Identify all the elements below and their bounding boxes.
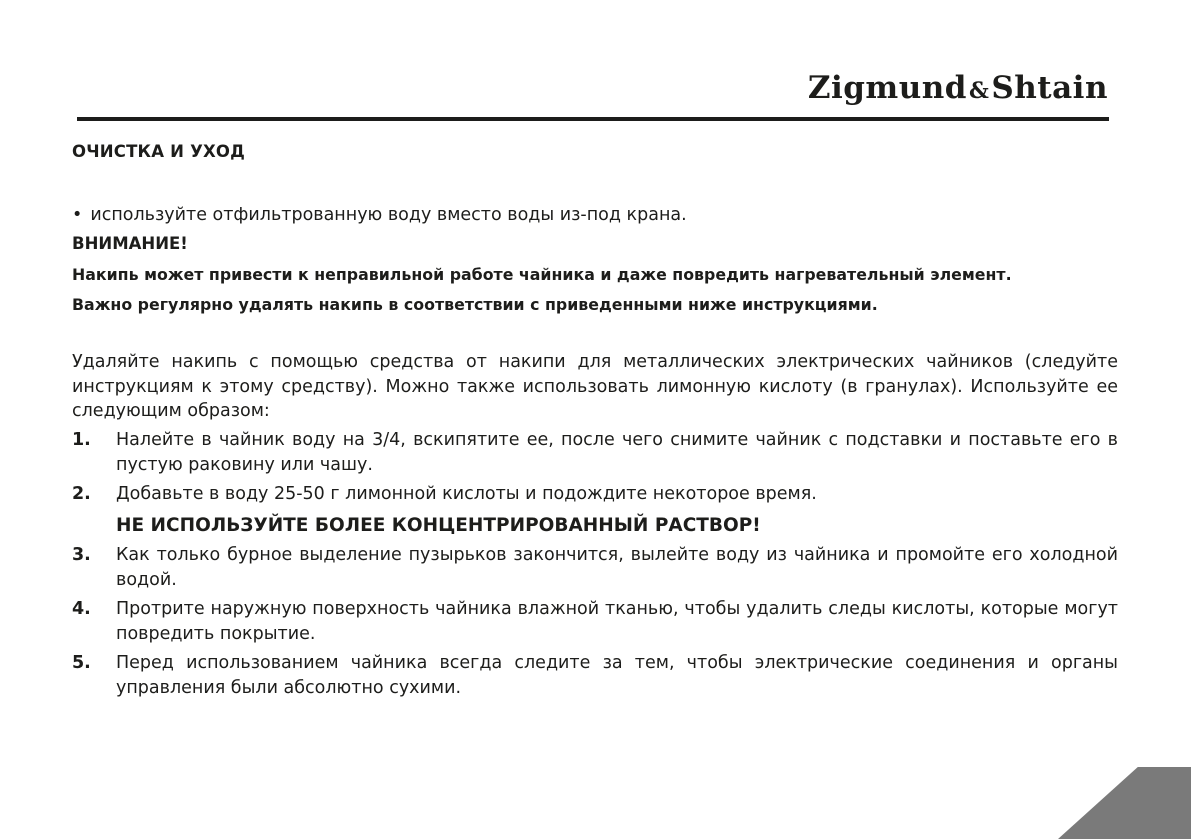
- step-text: Как только бурное выделение пузырьков закончится, вылейте воду из чайника и промойте его холодной водой.: [116, 545, 1118, 590]
- brand-name-left: Zigmund: [807, 70, 967, 106]
- step-text: Налейте в чайник воду на 3/4, вскипятите ее, после чего снимите чайник с подставки и поставьте его в пустую раковину или чашу.: [116, 430, 1118, 475]
- step-item-1: [72, 428, 1118, 477]
- page-corner-decoration: [1058, 767, 1191, 839]
- warning-line-2: Важно регулярно удалять накипь в соответствии с приведенными ниже инструкциями.: [72, 295, 878, 314]
- warning-title: ВНИМАНИЕ!: [72, 234, 188, 253]
- step-text: Перед использованием чайника всегда следите за тем, чтобы электрические соединения и органы управления были абсолютно сухими.: [116, 653, 1118, 698]
- step-item-3: [72, 543, 1118, 592]
- step-number: 2.: [72, 484, 91, 504]
- brand-name-right: Shtain: [991, 70, 1108, 106]
- brand-logo: [808, 70, 1108, 106]
- step-item-4: [72, 597, 1118, 646]
- brand-ampersand: &: [968, 78, 990, 104]
- intro-paragraph: Удаляйте накипь с помощью средства от накипи для металлических электрических чайников (следуйте инструкциям к этому средству). Можно также использовать лимонную кислоту (в гранулах). Используйте ее следующим образом:: [72, 352, 1118, 421]
- step-number: 1.: [72, 430, 91, 450]
- step-number: 4.: [72, 599, 91, 619]
- bullet-item: [72, 205, 687, 225]
- step-text: Протрите наружную поверхность чайника влажной тканью, чтобы удалить следы кислоты, которые могут повредить покрытие.: [116, 599, 1118, 644]
- step-body: [116, 482, 1118, 538]
- bullet-text: используйте отфильтрованную воду вместо воды из-под крана.: [90, 205, 687, 225]
- steps-list: [72, 428, 1118, 705]
- step-item-2: [72, 482, 1118, 538]
- step-number: 3.: [72, 545, 91, 565]
- step-number: 5.: [72, 653, 91, 673]
- warning-line-1: Накипь может привести к неправильной работе чайника и даже повредить нагревательный элемент.: [72, 265, 1012, 284]
- bullet-dot-icon: •: [72, 205, 83, 225]
- header-rule: [77, 117, 1109, 121]
- step-text: Добавьте в воду 25-50 г лимонной кислоты и подождите некоторое время.: [116, 484, 817, 504]
- step-item-5: [72, 651, 1118, 700]
- section-title: ОЧИСТКА И УХОД: [72, 142, 246, 161]
- step-caution: НЕ ИСПОЛЬЗУЙТЕ БОЛЕЕ КОНЦЕНТРИРОВАННЫЙ РАСТВОР!: [116, 514, 761, 536]
